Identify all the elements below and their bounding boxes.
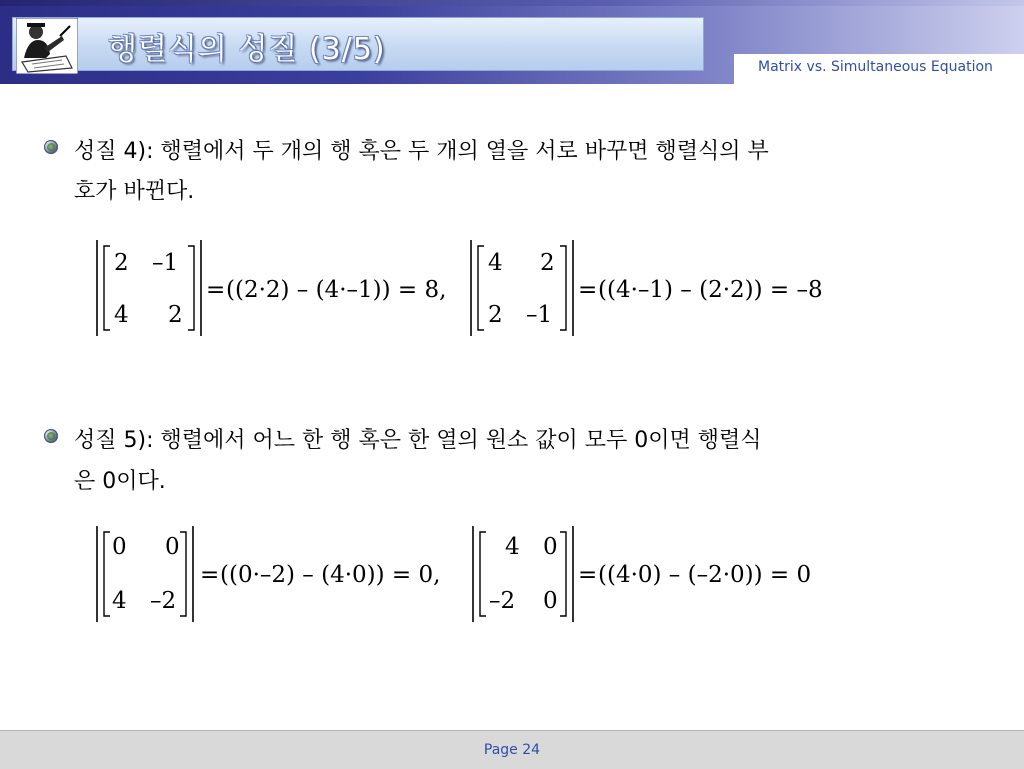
matrix-cell: 4 (114, 302, 129, 328)
determinant-expression: ((4·0) – (–2·0)) = 0 (598, 562, 812, 588)
matrix-cell: 2 (488, 302, 503, 328)
matrix-cell: 2 (114, 250, 129, 276)
matrix-cell: 4 (505, 534, 520, 560)
matrix-cell: 2 (168, 302, 183, 328)
determinant-expression: ((4·–1) – (2·2)) = –8 (598, 277, 823, 303)
slide-subtitle: Matrix vs. Simultaneous Equation (758, 59, 993, 75)
matrix-cell: –2 (489, 588, 516, 614)
matrix-cell: 4 (112, 588, 127, 614)
matrix-cell: 4 (488, 250, 503, 276)
equals-sign: = (200, 562, 220, 588)
determinant-expression: ((2·2) – (4·–1)) = 8, (226, 277, 447, 303)
matrix-cell: 0 (543, 534, 558, 560)
det-equation-5b (473, 526, 811, 622)
equals-sign: = (578, 277, 598, 303)
det-equation-4a (97, 240, 446, 336)
property4-line2: 호가 바뀐다. (74, 179, 195, 204)
equals-sign: = (206, 277, 226, 303)
det-equation-5a (97, 526, 440, 622)
matrix-cell: 0 (543, 588, 558, 614)
property4-line1: 성질 4): 행렬에서 두 개의 행 혹은 두 개의 열을 서로 바꾸면 행렬식의 부 (74, 139, 769, 164)
matrix-cell: –2 (150, 588, 177, 614)
det-equation-4b (471, 240, 823, 336)
property5-line1: 성질 5): 행렬에서 어느 한 행 혹은 한 열의 원소 값이 모두 0이면 행렬식 (74, 428, 762, 453)
equals-sign: = (578, 562, 598, 588)
determinant-expression: ((0·–2) – (4·0)) = 0, (220, 562, 441, 588)
matrix-cell: 0 (112, 534, 127, 560)
slide-title: 행렬식의 성질 (3/5) (108, 32, 386, 67)
matrix-cell: 2 (540, 250, 555, 276)
property5-line2: 은 0이다. (74, 469, 166, 494)
matrix-cell: 0 (165, 534, 180, 560)
matrix-cell: –1 (152, 250, 179, 276)
page-number: Page 24 (483, 742, 541, 758)
matrix-cell: –1 (526, 302, 553, 328)
